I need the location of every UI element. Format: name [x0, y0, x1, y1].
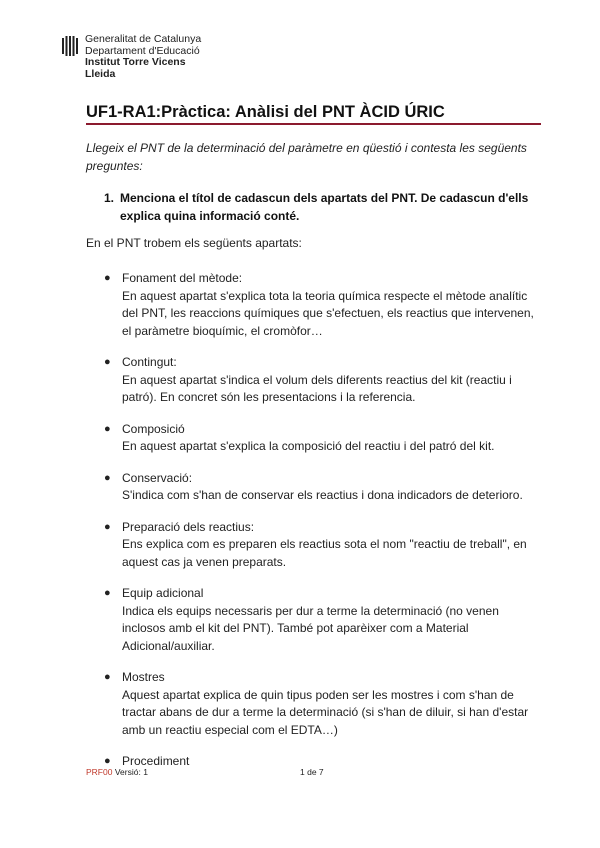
section-item [104, 519, 544, 572]
page-number: 1 de 7 [300, 767, 324, 777]
school-name: Institut Torre Vicens [85, 56, 186, 68]
answer-lead: En el PNT trobem els següents apartats: [86, 236, 302, 250]
section-item [104, 270, 544, 340]
bullet-icon: ● [104, 471, 111, 484]
section-item [104, 669, 544, 739]
section-name: Procediment [122, 754, 190, 768]
section-name: Fonament del mètode: [122, 271, 243, 285]
instructions: Llegeix el PNT de la determinació del paràmetre en qüestió i contesta les següents preguntes: [86, 141, 527, 173]
document-code: PRF00 [86, 767, 113, 777]
section-name: Equip adicional [122, 586, 204, 600]
bullet-icon: ● [104, 272, 111, 284]
question-1 [104, 189, 544, 225]
section-name: Conservació: [122, 470, 193, 485]
bullet-icon: ● [104, 520, 111, 533]
section-description: En aquest apartat s'indica el volum dels diferents reactius del kit (reactiu i patró). En concret són les presentacions i la referencia. [122, 372, 512, 404]
section-item [104, 354, 544, 407]
section-description: Aquest apartat explica de quin tipus poden ser les mostres i com s'han de tractar abans de dur a terme la determinació (si s'han de diluir, si han d'estar amb un reactiu especial com el EDTA…) [122, 687, 529, 737]
bullet-icon: ● [104, 587, 111, 599]
section-description: Ens explica com es preparen els reactius sota el nom "reactiu de treball", en aquest cas ja venen preparats. [122, 537, 527, 569]
section-item [104, 470, 544, 505]
org-name: Generalitat de Catalunya [85, 33, 202, 45]
section-item [104, 585, 544, 655]
question-number: 1. [104, 191, 115, 205]
section-name: Preparació dels reactius: [122, 519, 255, 534]
section-name: Mostres [122, 670, 165, 684]
section-name: Composició [122, 421, 185, 436]
section-item [104, 421, 544, 456]
page-header [62, 34, 201, 80]
version-label: Versió: 1 [114, 767, 148, 777]
bullet-icon: ● [104, 422, 111, 435]
document-title: UF1-RA1:Pràctica: Anàlisi del PNT ÀCID ÚRIC [86, 103, 445, 121]
generalitat-logo-icon [62, 36, 79, 56]
department-name: Departament d'Educació [85, 44, 200, 57]
section-list [104, 270, 544, 785]
section-description: En aquest apartat s'explica tota la teoria química respecte el mètode analític del PNT, les reaccions químiques que s'efectuen, els reactius que intervenen, el paràmetre bioquímic, el cromòfor… [122, 288, 534, 338]
title-divider [86, 123, 541, 125]
section-description: S'indica com s'han de conservar els reactius i dona indicadors de deterioro. [122, 488, 523, 502]
section-description: Indica els equips necessaris per dur a terme la determinació (no venen inclosos amb el kit del PNT). També pot aparèixer com a Material Adicional/auxiliar. [122, 603, 499, 653]
bullet-icon: ● [104, 671, 111, 683]
bullet-icon: ● [104, 755, 111, 767]
organization-block [85, 34, 201, 80]
city-name: Lleida [85, 67, 116, 80]
bullet-icon: ● [104, 356, 111, 368]
question-text: Menciona el títol de cadascun dels apartats del PNT. De cadascun d'ells explica quina informació conté. [120, 191, 529, 223]
page-footer [86, 767, 541, 777]
section-name: Contingut: [122, 355, 177, 369]
section-description: En aquest apartat s'explica la composició del reactiu i del patró del kit. [122, 439, 495, 453]
